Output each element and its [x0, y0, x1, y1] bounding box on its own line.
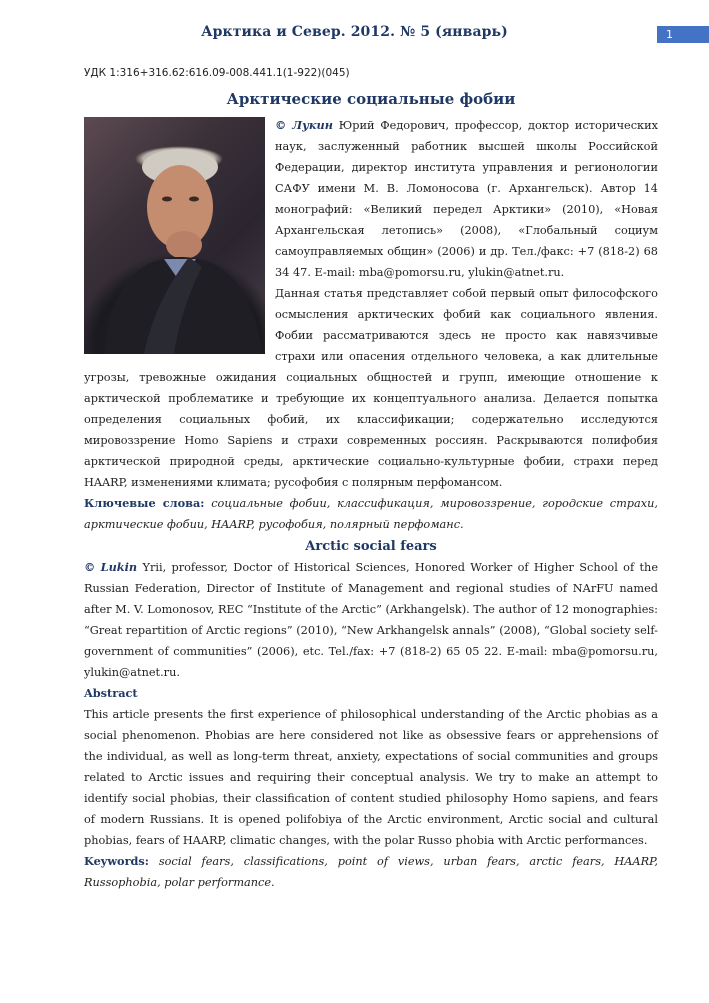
page-number: 1 [657, 26, 709, 43]
article-body [84, 115, 658, 893]
author-bio-en: Yrii, professor, Doctor of Historical Sciences, Honored Worker of Higher School of the Russian Federation, Director of Institute of Management and regional studies of NArFU named after M. V. Lomonosov, REC “Institute of the Arctic” (Arkhangelsk). The author of 12 monographies: “Great repartition of Arctic regions” (2010), “New Arkhangelsk annals” (2008), “Global society self-government of communities” (2006), etc. Tel./fax: +7 (818-2) 65 05 22. E-mail: mba@pomorsu.ru, ylukin@atnet.ru. [84, 561, 659, 679]
article-title-en: Arctic social fears [305, 539, 437, 554]
keywords-text-ru: социальные фобии, классификация, мировоззрение, городские страхи, арктические фобии, HAARP, русофобия, полярный перфоманс. [84, 497, 658, 531]
author-name-ru: Лукин [292, 118, 333, 132]
keywords-en [84, 851, 658, 893]
author-portrait-illustration [84, 117, 265, 354]
keywords-label-en: Keywords: [84, 854, 149, 868]
keywords-ru [84, 493, 658, 535]
udc-code: УДК 1:316+316.62:616.09-008.441.1(1-922)(045) [84, 67, 350, 79]
author-name-en: Lukin [100, 560, 138, 574]
copyright-symbol-en: © [84, 560, 96, 574]
copyright-symbol-ru: © [275, 118, 287, 132]
journal-title: Арктика и Север. 2012. № 5 (январь) [201, 24, 508, 40]
author-info-en [84, 557, 658, 683]
article-title-ru: Арктические социальные фобии [226, 90, 516, 108]
abstract-ru: Данная статья представляет собой первый опыт философского осмысления арктических фобий как социального явления. Фобии рассматриваются здесь не просто как навязчивые страхи или опасения отдельного человека, а как длительные угрозы, тревожные ожидания социальных общностей и групп, имеющие отношение к арктической проблематике и требующие их концептуального анализа. Делается попытка определения социальных фобий, их классификации; содержательно исследуются мировоззрение Homo Sapiens и страхи современных россиян. Раскрываются полифобия арктической природной среды, арктические социально-культурные фобии, страхи перед HAARP, изменениями климата; русофобия с полярным перфомансом. [84, 287, 658, 489]
author-bio-ru: Юрий Федорович, профессор, доктор исторических наук, заслуженный работник высшей школы Российской Федерации, директор института управления и регионологии САФУ имени М. В. Ломоносова (г. Архангельск). Автор 14 монографий: «Великий передел Арктики» (2010), «Новая Архангельская летопись» (2008), «Глобальный социум самоуправляемых общин» (2006) и др. Тел./факс: +7 (818-2) 68 34 47. E-mail: mba@pomorsu.ru, ylukin@atnet.ru. [275, 119, 659, 279]
keywords-text-en: social fears, classifications, point of views, urban fears, arctic fears, HAARP, Russophobia, polar performance. [84, 855, 658, 889]
author-photo [84, 117, 265, 354]
abstract-label-en: Abstract [84, 686, 138, 700]
abstract-en: This article presents the first experience of philosophical understanding of the Arctic phobias as a social phenomenon. Phobias are here considered not like as obsessive fears or apprehensions of the individual, as well as long-term threat, anxiety, expectations of social communities and groups related to Arctic issues and requiring their conceptual analysis. We try to make an attempt to identify social phobias, their classification of content studied philosophy Homo sapiens, and fears of modern Russians. It is opened polifobiya of the Arctic environment, Arctic social and cultural phobias, fears of HAARP, climatic changes, with the polar Russo phobia with Arctic performances. [84, 708, 658, 847]
keywords-label-ru: Ключевые слова: [84, 496, 205, 510]
